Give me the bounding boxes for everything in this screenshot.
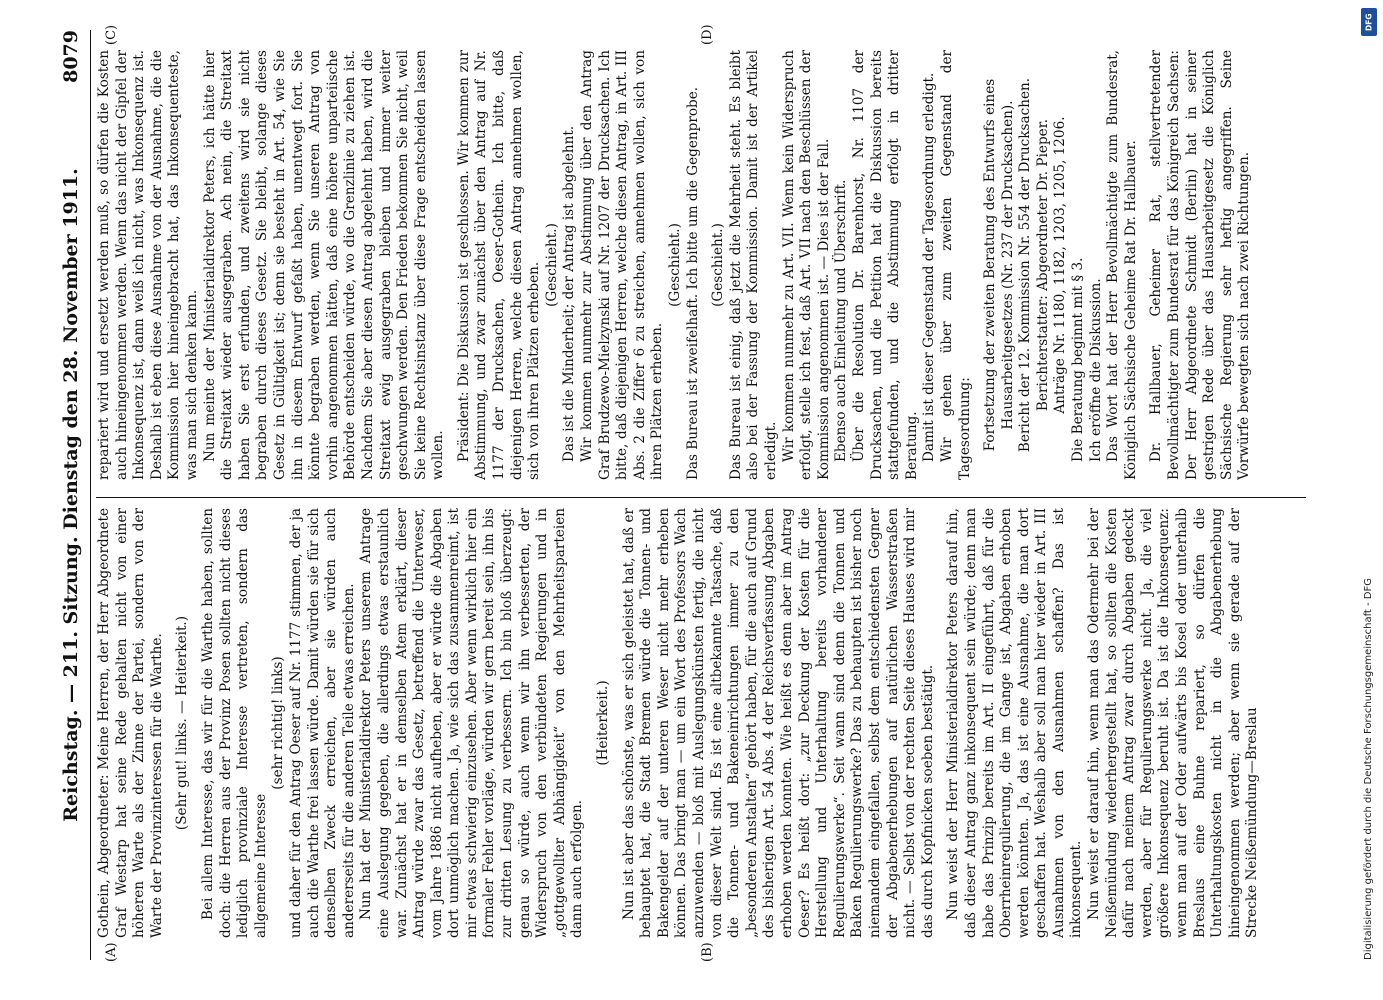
agenda-detail: Bericht der 12. Kommission Nr. 554 der Drucksachen. (1017, 77, 1034, 453)
paragraph: Die Beratung beginnt mit § 3. (1070, 257, 1087, 462)
interjection: (Geschieht.) (543, 223, 560, 307)
paragraph: und daher für den Antrag Oeser auf Nr. 1177 stimmen, der ja auch die Warthe frei lassen würde. Damit würden sie für sich denselben Zweck erreichen, aber sie würden auch andererseits für die anderen Teile etwas erreichen. (287, 508, 357, 938)
paragraph: Wir kommen nunmehr zu Art. VII. Wenn kein Widerspruch erfolgt, stelle ich fest, daß Art. VII nach den Beschlüssen der Kommission angenommen ist. — Dies ist der Fall. (780, 50, 832, 480)
agenda-item: Fortsetzung der zweiten Beratung des Entwurfs eines Hausarbeitgesetzes (Nr. 237 der Drucksachen). (982, 78, 1016, 452)
margin-marker-a: (A) (104, 942, 119, 962)
paragraph: repariert wird und ersetzt werden muß, so dürfen die Kosten auch hineingenommen werden. Wenn das nicht der Gipfel der Inkonsequenz ist, dann weiß ich nicht, was Inkonsequenz ist. Deshalb ist eben diese Ausnahme von der Ausnahme, die die Kommission hier hineingebracht hat, das Inkonsequenteste, was man sich denken kann. (96, 50, 200, 480)
margin-marker-b: (B) (700, 942, 715, 962)
paragraph: Das Wort hat der Herr Bevollmächtigte zum Bundesrat, Königlich Sächsische Geheime Rat Dr. Hallbauer. (1105, 50, 1139, 480)
paragraph: Das Bureau ist zweifelhaft. Ich bitte um die Gegenprobe. (684, 86, 701, 480)
right-column (96, 50, 1306, 480)
left-column (96, 508, 1306, 938)
paragraph: Nun hat der Ministerialdirektor Peters unserem Antrage eine Auslegung gegeben, die allerdings etwas erstaunlich war. Zunächst hat er in demselben Atem erklärt, dieser Antrag würde zwar das Gesetz, betreffend die Unterweser, vom Jahre 1886 nicht aufheben, aber er würde die Abgaben dort unmöglich machen. Ja, wie sich das zusammenreimt, ist mir etwas schwierig einzusehen. Aber wenn wirklich hier ein formaler Fehler vorläge, würden wir gern bereit sein, ihn bis zur dritten Lesung zu verbessern. Ich bin bloß überzeugt: genau so würde, auch wenn wir ihn verbesserten, der Widerspruch von den verbündeten Regierungen und in „gottgewollter Abhängigkeit“ von den Mehrheitsparteien dann auch erfolgen. (358, 508, 586, 938)
paragraph: Damit ist dieser Gegenstand der Tagesordnung erledigt. (921, 72, 938, 462)
paragraph: Nun meinte der Ministerialdirektor Peters, ich hätte hier die Streitaxt wieder ausgegraben. Ach nein, die Streitaxt haben Sie erst erfunden, und zweitens wird sie nicht begraben durch dieses Gesetz. Sie bleibt, solange dieses Gesetz in Gültigkeit ist; denn sie besteht in Art. 54, wie Sie ihn in diesem Entwurf gefaßt haben, unentwegt fort. Sie könnte begraben werden, wenn Sie unseren Antrag von vorhin angenommen hätten, daß eine höhere unparteiische Behörde entscheiden würde, wo die Grenzlinie zu ziehen ist. Nachdem Sie aber diesen Antrag abgelehnt haben, wird die Streitaxt ewig ausgegraben bleiben und immer weiter geschwungen werden. Den Frieden bekommen Sie nicht, weil Sie keine Rechtsinstanz über diese Frage entscheiden lassen wollen. (201, 50, 447, 480)
paragraph: Das ist die Minderheit; der Antrag ist abgelehnt. (561, 125, 578, 462)
margin-marker-d: (D) (700, 24, 715, 45)
credit-text: Digitalisierung gefördert durch die Deutsche Forschungsgemeinschaft - DFG (1363, 577, 1374, 960)
paragraph: Nun weist er darauf hin, wenn man das Odermehr bei der Neißemündung wiederhergestellt hat, so sollten die Kosten dafür nach meinem Antrag zwar durch Abgaben gedeckt werden, aber für Regulierungswerke nicht. Ja, die viel größere Inkonsequenz beruht ist. Da ist die Inkonsequenz: wenn man auf der Oder aufwärts bis Kosel oder unterhalb Breslaus eine Buhne repariert, so dürfen die Unterhaltungskosten nicht in die Abgabenerhebung hineingenommen werden; aber wenn sie gerade auf der Strecke Neißemündung—Breslau (1086, 508, 1261, 938)
paragraph: Ich eröffne die Diskussion. (1087, 278, 1104, 462)
paragraph: Dr. Hallbauer, Geheimer Rat, stellvertretender Bevollmächtigter zum Bundesrat für das Königreich Sachsen: Der Herr Abgeordnete Schmidt (Berlin) hat in seiner gestrigen Rede über das Hausarbeitgesetz die Königlich Sächsische Regierung sehr heftig angegriffen. Seine Vorwürfe bewegten sich nach zwei Richtungen. (1148, 50, 1253, 480)
paragraph: Wir gehen über zum zweiten Gegenstand der Tagesordnung: (938, 50, 973, 480)
interjection: (sehr richtig! links) (270, 656, 287, 790)
paragraph: Ebenso auch Einleitung und Überschrift. (833, 179, 850, 462)
agenda-detail: Anträge Nr. 1180, 1182, 1203, 1205, 1206. (1052, 116, 1069, 414)
page-header (56, 30, 91, 960)
interjection: (Sehr gut! links. — Heiterkeit.) (174, 615, 191, 831)
column-divider (96, 497, 1306, 498)
paragraph: Gothein, Abgeordneter: Meine Herren, der Herr Abgeordnete Graf Westarp hat seine Rede gehalten nicht von einer höheren Warte als der Zinne der Partei, sondern von der Warte der Provinzinteressen für die Warthe. (96, 508, 165, 938)
interjection: (Geschieht.) (710, 223, 727, 307)
paragraph: Das Bureau ist einig, daß jetzt die Mehrheit steht. Es bleibt also bei der Fassung der Kommission. Damit ist der Artikel erledigt. (727, 50, 779, 480)
paragraph: Über die Resolution Dr. Barenhorst, Nr. 1107 der Drucksachen, und die Petition hat die Diskussion bereits stattgefunden, und die Abstimmung erfolgt in dritter Beratung. (850, 50, 920, 480)
page-number: 8079 (60, 30, 82, 83)
paragraph: Nun weist der Herr Ministerialdirektor Peters darauf hin, daß dieser Antrag ganz inkonsequent sein würde; denn man habe das Prinzip bereits im Art. II eingeführt, daß für die Oberrheinregulierung, die im Gange ist, Abgaben erhoben werden könnten. Ja, das ist eine Ausnahme, die man dort geschaffen hat. Weshalb aber soll man hier wieder in Art. III Ausnahmen von den Ausnahmen schaffen? Das ist inkonsequent. (945, 508, 1085, 938)
agenda-detail: Berichterstatter: Abgeordneter Dr. Pieper. (1034, 118, 1051, 412)
paragraph: Präsident: Die Diskussion ist geschlossen. Wir kommen zur Abstimmung, und zwar zunächst über den Antrag auf Nr. 1177 der Drucksachen, Oeser-Gothein. Ich bitte, daß diejenigen Herren, welche diesen Antrag annehmen wollen, sich von ihren Plätzen erheben. (455, 50, 543, 480)
paragraph: Wir kommen nunmehr zur Abstimmung über den Antrag Graf Brudzewo-Mielzynski auf Nr. 1207 der Drucksachen. Ich bitte, daß diejenigen Herren, welche diesen Antrag, in Art. III Abs. 2 die Ziffer 6 zu streichen, annehmen wollen, sich von ihren Plätzen erheben. (579, 50, 666, 480)
header-title: Reichstag. — 211. Sitzung. Dienstag den 28. November 1911. (60, 168, 82, 822)
paragraph: Bei allem Interesse, das wir für die Warthe haben, sollten doch: die Herren aus der Provinz Posen sollten nicht dieses lediglich provinziale Interesse vertreten, sondern das allgemeine Interesse (199, 508, 269, 938)
digitization-credit (1363, 40, 1375, 960)
paragraph: Nun ist aber das schönste, was er sich geleistet hat, daß er behauptet hat, die Stadt Bremen würde die Tonnen- und Bakengelder auf der unteren Weser nicht mehr erheben können. Das bringt man — um ein Wort des Professors Wach anzuwenden — bloß mit Auslegungskünsten fertig, die nicht von dieser Welt sind. Es ist eine altbekannte Tatsache, daß die Tonnen- und Bakeneinrichtungen immer zu den „besonderen Anstalten“ gehört haben, für die auch auf Grund des bisherigen Art. 54 Abs. 4 der Reichsverfassung Abgaben erhoben werden konnten. Wie heißt es denn aber im Antrag Oeser? Es heißt dort: „zur Deckung der Kosten für die Herstellung und Unterhaltung bereits vorhandener Regulierungswerke“. Seit wann sind denn die Tonnen und Baken Regulierungswerke? Das zu behaupten ist bisher noch niemandem eingefallen, selbst dem entschiedensten Gegner der Abgabenerhebungen auf natürlichen Wasserstraßen nicht. — Selbst von der rechten Seite dieses Hauses wird mir das durch Kopfnicken soeben bestätigt. (620, 508, 936, 938)
interjection: (Geschieht.) (667, 223, 683, 307)
interjection: (Heiterkeit.) (595, 680, 612, 766)
dfg-logo: DFG (1361, 8, 1377, 36)
margin-marker-c: (C) (104, 24, 119, 45)
